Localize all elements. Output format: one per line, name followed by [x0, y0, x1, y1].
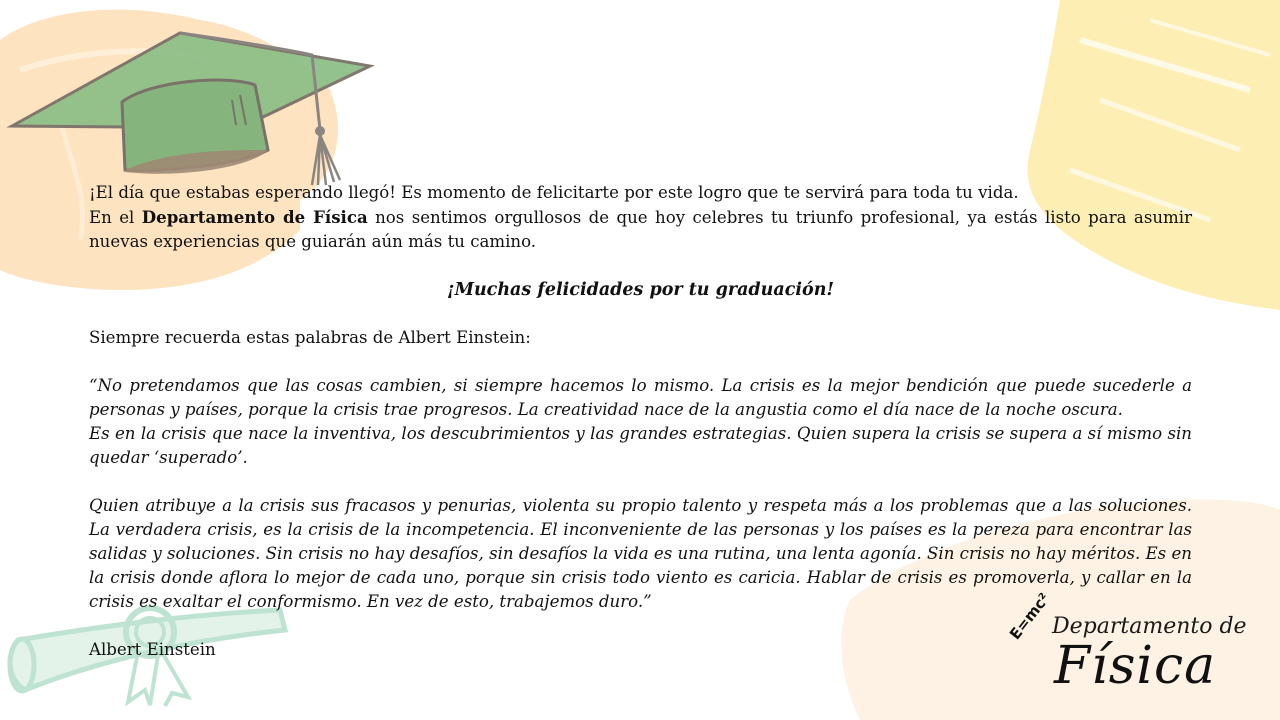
department-name: Departamento de Física [141, 207, 368, 227]
quote-paragraph-1: “No pretendamos que las cosas cambien, si siempre hacemos lo mismo. La crisis es la mejor bendición que puede sucederle a personas y países, porque la crisis trae progresos. La creatividad nace de la angustia como el día nace de la noche oscura. [89, 376, 1192, 419]
logo-line-1: Departamento de [1052, 614, 1247, 639]
quote-paragraph-3: Quien atribuye a la crisis sus fracasos y penurias, violenta su propio talento y respeta más a los problemas que a las soluciones. La verdadera crisis, es la crisis de la incompetencia. El inconveniente de las personas y los países es la pereza para encontrar las salidas y soluciones. Sin crisis no hay desafíos, sin desafíos la vida es una rutina, una lenta agonía. Sin crisis no hay méritos. Es en la crisis donde aflora lo mejor de cada uno, porque sin crisis todo viento es caricia. Hablar de crisis es promoverla, y callar en la crisis es exaltar el conformismo. En vez de esto, trabajemos duro.” [89, 496, 1192, 611]
intro-paragraph-2 [89, 205, 1192, 254]
congratulations-headline: ¡Muchas felicidades por tu graduación! [446, 280, 835, 300]
quote-introduction: Siempre recuerda estas palabras de Albert Einstein: [89, 328, 531, 347]
logo-formula: E=mc² [1006, 589, 1054, 644]
intro-prefix: En el [89, 208, 142, 227]
quote-paragraph-2: Es en la crisis que nace la inventiva, los descubrimientos y las grandes estrategias. Quien supera la crisis se supera a sí mismo sin quedar ‘superado’. [89, 424, 1192, 467]
intro-suffix: nos sentimos orgullosos de que hoy celebres tu triunfo profesional, ya estás listo para asumir nuevas experiencias que guiarán aún más tu camino. [89, 208, 1192, 251]
quote-signature: Albert Einstein [89, 640, 216, 659]
letter-body [89, 181, 1192, 662]
intro-paragraph-1: ¡El día que estabas esperando llegó! Es momento de felicitarte por este logro que te servirá para toda tu vida. [89, 183, 1019, 202]
logo-line-2: Física [1054, 636, 1217, 696]
department-logo [1004, 589, 1247, 702]
